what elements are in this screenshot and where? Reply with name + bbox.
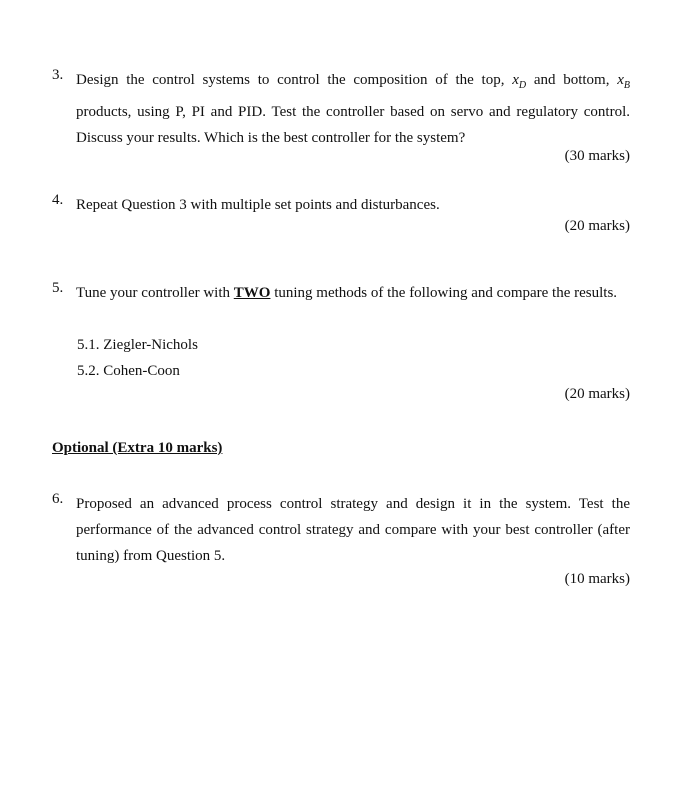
marks-label: (20 marks): [564, 218, 630, 234]
list-item: 5.2. Cohen-Coon: [77, 363, 180, 379]
question-5: [52, 280, 630, 306]
variable-xd: $x_D$: [512, 72, 527, 91]
question-6: [52, 491, 630, 569]
question-4: [52, 192, 630, 218]
question-line: products, using P, PI and PID. Test the controller based on servo and regulatory control.: [76, 104, 630, 120]
question-body: [76, 192, 630, 218]
marks-label: (20 marks): [564, 386, 630, 402]
question-line: Design the control systems to control the composition of the top, $x_D$ and bottom, $x_B$: [76, 72, 630, 91]
question-body: [76, 280, 630, 306]
question-line: Tune your controller with TWO tuning methods of the following and compare the results.: [76, 285, 618, 301]
question-body: [76, 491, 630, 569]
optional-heading: Optional (Extra 10 marks): [52, 440, 223, 456]
question-number: 6.: [52, 491, 64, 507]
marks-label: (30 marks): [564, 148, 630, 164]
tuning-methods-list: [77, 332, 198, 384]
question-number: 5.: [52, 280, 64, 296]
variable-xb: $x_B$: [617, 72, 630, 91]
question-number: 3.: [52, 67, 64, 83]
question-line: Discuss your results. Which is the best controller for the system?: [76, 130, 466, 146]
question-number: 4.: [52, 192, 64, 208]
question-line: performance of the advanced control strategy and compare with your best controller (after: [76, 522, 630, 538]
question-line: tuning) from Question 5.: [76, 548, 226, 564]
emphasis-two: TWO: [233, 285, 271, 301]
marks-label: (10 marks): [564, 571, 630, 587]
list-item: 5.1. Ziegler-Nichols: [77, 337, 198, 353]
question-line: Repeat Question 3 with multiple set points and disturbances.: [76, 197, 440, 213]
question-3: [52, 67, 630, 151]
question-line: Proposed an advanced process control strategy and design it in the system. Test the: [76, 496, 630, 512]
question-body: [76, 67, 630, 151]
